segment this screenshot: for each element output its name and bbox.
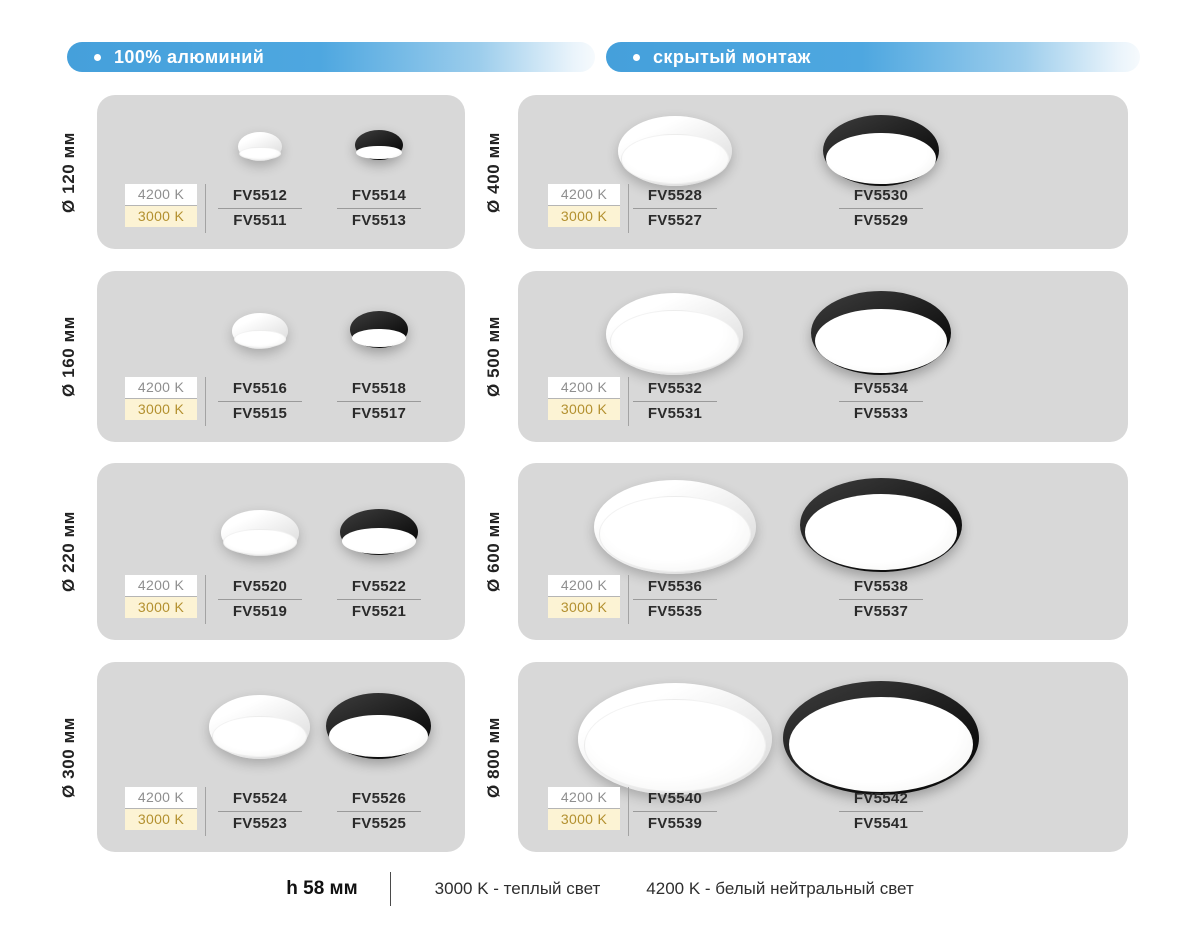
lamp-light-face xyxy=(584,699,766,793)
code-divider xyxy=(337,599,421,600)
lamp-light-face xyxy=(352,329,407,347)
white-lamp-image xyxy=(221,510,299,556)
code-3000k: FV5529 xyxy=(853,212,909,229)
temp-chip-4200k: 4200 K xyxy=(548,575,620,596)
black-lamp-codes xyxy=(839,790,923,833)
black-lamp-codes xyxy=(337,578,421,621)
code-divider xyxy=(839,599,923,600)
footer-legend xyxy=(0,872,1200,906)
white-lamp-image xyxy=(606,293,743,375)
white-lamp-image xyxy=(578,683,772,795)
code-divider xyxy=(218,401,302,402)
code-3000k: FV5539 xyxy=(647,815,703,832)
temp-chip-4200k: 4200 K xyxy=(548,377,620,398)
white-lamp-codes xyxy=(633,790,717,833)
code-3000k: FV5521 xyxy=(351,603,407,620)
temperature-legend xyxy=(548,787,629,836)
code-3000k: FV5523 xyxy=(232,815,288,832)
product-panel-800 xyxy=(518,662,1128,852)
black-lamp-image xyxy=(823,115,939,186)
black-lamp-image xyxy=(326,693,431,759)
banner-aluminum xyxy=(67,42,595,72)
warm-light-legend: 3000 K - теплый свет xyxy=(434,879,601,898)
temperature-legend xyxy=(125,575,206,624)
neutral-light-legend: 4200 K - белый нейтральный свет xyxy=(646,879,914,898)
white-lamp-codes xyxy=(633,578,717,621)
diameter-label-120: Ø 120 мм xyxy=(59,131,78,213)
code-4200k: FV5520 xyxy=(232,578,288,595)
code-divider xyxy=(218,811,302,812)
lamp-light-face xyxy=(342,528,415,554)
lamp-light-face xyxy=(234,330,287,348)
white-lamp-codes xyxy=(218,187,302,230)
product-panel-600 xyxy=(518,463,1128,640)
code-4200k: FV5536 xyxy=(647,578,703,595)
temp-chip-4200k: 4200 K xyxy=(125,377,197,398)
lamp-light-face xyxy=(789,697,973,792)
code-4200k: FV5534 xyxy=(853,380,909,397)
height-spec: h 58 мм xyxy=(286,878,358,899)
code-4200k: FV5526 xyxy=(351,790,407,807)
code-divider xyxy=(633,401,717,402)
product-panel-300 xyxy=(97,662,465,852)
temperature-legend xyxy=(125,184,206,233)
white-lamp-codes xyxy=(218,578,302,621)
black-lamp-codes xyxy=(337,187,421,230)
black-lamp-codes xyxy=(337,790,421,833)
code-3000k: FV5519 xyxy=(232,603,288,620)
temp-chip-4200k: 4200 K xyxy=(125,787,197,808)
code-divider xyxy=(633,811,717,812)
code-divider xyxy=(337,208,421,209)
black-lamp-image xyxy=(783,681,979,795)
product-panel-400 xyxy=(518,95,1128,249)
code-4200k: FV5512 xyxy=(232,187,288,204)
temp-chip-3000k: 3000 K xyxy=(125,399,197,420)
black-lamp-image xyxy=(350,311,408,348)
code-divider xyxy=(218,208,302,209)
temp-chip-3000k: 3000 K xyxy=(125,206,197,227)
black-lamp-image xyxy=(340,509,418,555)
lamp-light-face xyxy=(815,309,947,373)
temp-chip-4200k: 4200 K xyxy=(548,787,620,808)
black-lamp-codes xyxy=(839,380,923,423)
temp-chip-3000k: 3000 K xyxy=(548,399,620,420)
code-divider xyxy=(839,401,923,402)
temperature-legend xyxy=(548,575,629,624)
temp-chip-3000k: 3000 K xyxy=(548,206,620,227)
diameter-label-500: Ø 500 мм xyxy=(484,316,503,397)
footer-divider xyxy=(390,872,391,906)
lamp-light-face xyxy=(621,134,728,185)
diameter-label-400: Ø 400 мм xyxy=(484,131,503,213)
temp-chip-3000k: 3000 K xyxy=(548,597,620,618)
white-lamp-image xyxy=(238,132,282,161)
code-3000k: FV5511 xyxy=(233,212,287,229)
code-4200k: FV5524 xyxy=(232,790,288,807)
bullet-icon xyxy=(633,54,640,61)
banner-concealed-mount xyxy=(606,42,1140,72)
code-4200k: FV5538 xyxy=(853,578,909,595)
temperature-legend xyxy=(548,377,629,426)
product-panel-120 xyxy=(97,95,465,249)
black-lamp-image xyxy=(800,478,962,572)
code-3000k: FV5525 xyxy=(351,815,407,832)
lamp-light-face xyxy=(239,147,280,160)
lamp-light-face xyxy=(610,310,739,373)
temperature-legend xyxy=(125,377,206,426)
lamp-light-face xyxy=(329,715,428,758)
code-divider xyxy=(633,599,717,600)
code-3000k: FV5537 xyxy=(853,603,909,620)
code-4200k: FV5522 xyxy=(351,578,407,595)
black-lamp-codes xyxy=(839,187,923,230)
code-divider xyxy=(633,208,717,209)
code-3000k: FV5533 xyxy=(853,405,909,422)
white-lamp-codes xyxy=(633,187,717,230)
white-lamp-image xyxy=(232,313,288,349)
code-3000k: FV5535 xyxy=(647,603,703,620)
code-4200k: FV5530 xyxy=(853,187,909,204)
code-3000k: FV5515 xyxy=(232,405,288,422)
black-lamp-codes xyxy=(337,380,421,423)
code-4200k: FV5542 xyxy=(853,790,909,807)
temperature-legend xyxy=(548,184,629,233)
diameter-label-800: Ø 800 мм xyxy=(484,716,503,798)
black-lamp-codes xyxy=(839,578,923,621)
code-3000k: FV5517 xyxy=(351,405,407,422)
code-divider xyxy=(218,599,302,600)
temp-chip-4200k: 4200 K xyxy=(548,184,620,205)
code-3000k: FV5513 xyxy=(351,212,407,229)
code-divider xyxy=(839,811,923,812)
code-4200k: FV5540 xyxy=(647,790,703,807)
white-lamp-codes xyxy=(633,380,717,423)
product-panel-160 xyxy=(97,271,465,442)
code-4200k: FV5532 xyxy=(647,380,703,397)
bullet-icon xyxy=(94,54,101,61)
code-divider xyxy=(839,208,923,209)
diameter-label-300: Ø 300 мм xyxy=(59,716,78,798)
temperature-legend xyxy=(125,787,206,836)
lamp-light-face xyxy=(356,146,401,160)
code-divider xyxy=(337,811,421,812)
code-3000k: FV5527 xyxy=(647,212,703,229)
code-4200k: FV5518 xyxy=(351,380,407,397)
diameter-label-160: Ø 160 мм xyxy=(59,316,78,397)
white-lamp-image xyxy=(594,480,756,574)
banner-concealed-mount-label: скрытый монтаж xyxy=(653,46,811,67)
diameter-label-600: Ø 600 мм xyxy=(484,511,503,592)
lamp-light-face xyxy=(599,496,751,572)
temp-chip-3000k: 3000 K xyxy=(125,597,197,618)
code-divider xyxy=(337,401,421,402)
code-3000k: FV5531 xyxy=(647,405,703,422)
lamp-light-face xyxy=(223,529,296,555)
code-4200k: FV5514 xyxy=(351,187,407,204)
product-panel-220 xyxy=(97,463,465,640)
black-lamp-image xyxy=(811,291,951,375)
lamp-light-face xyxy=(826,133,935,184)
temp-chip-4200k: 4200 K xyxy=(125,575,197,596)
temp-chip-3000k: 3000 K xyxy=(548,809,620,830)
lamp-light-face xyxy=(805,494,957,570)
code-4200k: FV5516 xyxy=(232,380,288,397)
white-lamp-image xyxy=(618,116,732,186)
white-lamp-codes xyxy=(218,380,302,423)
black-lamp-image xyxy=(355,130,403,160)
temp-chip-4200k: 4200 K xyxy=(125,184,197,205)
white-lamp-image xyxy=(209,695,310,759)
code-3000k: FV5541 xyxy=(853,815,909,832)
code-4200k: FV5528 xyxy=(647,187,703,204)
temp-chip-3000k: 3000 K xyxy=(125,809,197,830)
white-lamp-codes xyxy=(218,790,302,833)
product-panel-500 xyxy=(518,271,1128,442)
lamp-light-face xyxy=(212,716,307,757)
banner-aluminum-label: 100% алюминий xyxy=(114,46,265,67)
diameter-label-220: Ø 220 мм xyxy=(59,511,78,592)
